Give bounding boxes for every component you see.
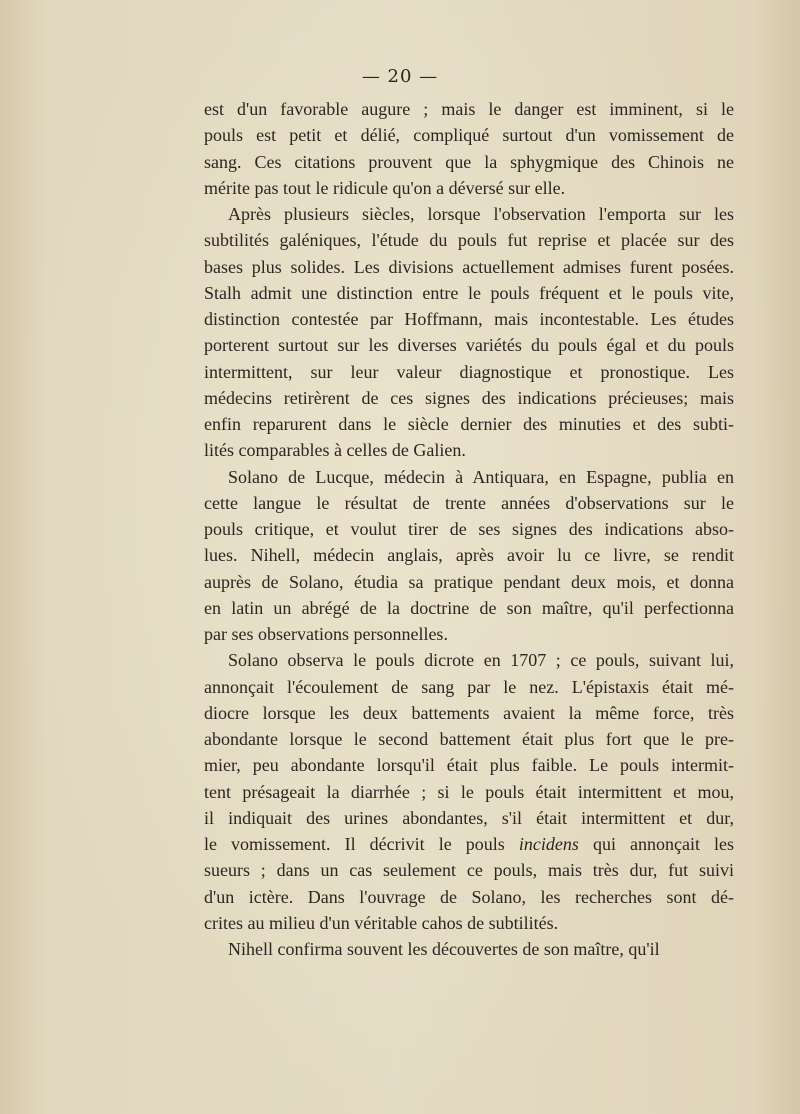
text-line: cette langue le résultat de trente années d'observations sur le [204,492,734,513]
text-line: subtilités galéniques, l'étude du pouls fut reprise et placée sur des [204,230,734,251]
text-line: lues. Nihell, médecin anglais, après avoir lu ce livre, se rendit [204,545,734,566]
text-line: est d'un favorable augure ; mais le danger est imminent, si le [204,99,734,119]
text-line: lités comparables à celles de Galien. [204,440,466,461]
text-line: bases plus solides. Les divisions actuellement admises furent posées. [204,256,734,277]
body-text [204,96,734,962]
text-line: auprès de Solano, étudia sa pratique pendant deux mois, et donna [204,571,734,592]
text-line: sang. Ces citations prouvent que la sphygmique des Chinois ne [204,151,734,172]
text-line: en latin un abrégé de la doctrine de son maître, qu'il perfectionna [204,597,734,618]
text-line-with-italic [204,831,734,857]
text-line: crites au milieu d'un véritable cahos de subtilités. [204,912,559,933]
text-line: diocre lorsque les deux battements avaient la même force, très [204,702,734,723]
text-line: pouls critique, et voulut tirer de ses signes des indications abso- [204,519,734,539]
paragraph-start-line: Après plusieurs siècles, lorsque l'observation l'emporta sur les [228,204,734,224]
italic-term: incidens [518,834,579,854]
paragraph-start-line: Nihell confirma souvent les découvertes de son maître, qu'il [228,939,660,959]
text-segment: le vomissement. Il décrivit le pouls [204,834,505,854]
text-line: pouls est petit et délié, compliqué surtout d'un vomissement de [204,125,734,146]
text-line: mérite pas tout le ridicule qu'on a déversé sur elle. [204,177,566,198]
page-number: — 20 — [361,66,439,87]
text-line: sueurs ; dans un cas seulement ce pouls, mais très dur, fut suivi [204,860,734,881]
text-line: enfin reparurent dans le siècle dernier des minuties et des subti- [204,414,734,434]
text-line: par ses observations personnelles. [204,624,448,644]
text-line: il indiquait des urines abondantes, s'il était intermittent et dur, [204,807,734,828]
text-line: distinction contestée par Hoffmann, mais incontestable. Les études [204,309,734,329]
text-line: tent présageait la diarrhée ; si le pouls était intermittent et mou, [204,781,734,802]
paragraph-start-line: Solano de Lucque, médecin à Antiquara, en Espagne, publia en [228,466,734,487]
paragraph-start-line: Solano observa le pouls dicrote en 1707 ; ce pouls, suivant lui, [228,650,734,671]
text-line: intermittent, sur leur valeur diagnostique et pronostique. Les [204,361,734,382]
text-line: abondante lorsque le second battement était plus fort que le pre- [204,729,734,749]
text-line: Stalh admit une distinction entre le pouls fréquent et le pouls vite, [204,282,734,303]
text-line: porterent surtout sur les diverses variétés du pouls égal et du pouls [204,335,734,356]
text-line: mier, peu abondante lorsqu'il était plus faible. Le pouls intermit- [204,755,734,776]
text-line: annonçait l'écoulement de sang par le nez. L'épistaxis était mé- [204,676,734,697]
text-line: d'un ictère. Dans l'ouvrage de Solano, les recherches sont dé- [204,886,734,907]
text-line: médecins retirèrent de ces signes des indications précieuses; mais [204,387,734,408]
text-segment: qui annonçait les [592,834,735,854]
